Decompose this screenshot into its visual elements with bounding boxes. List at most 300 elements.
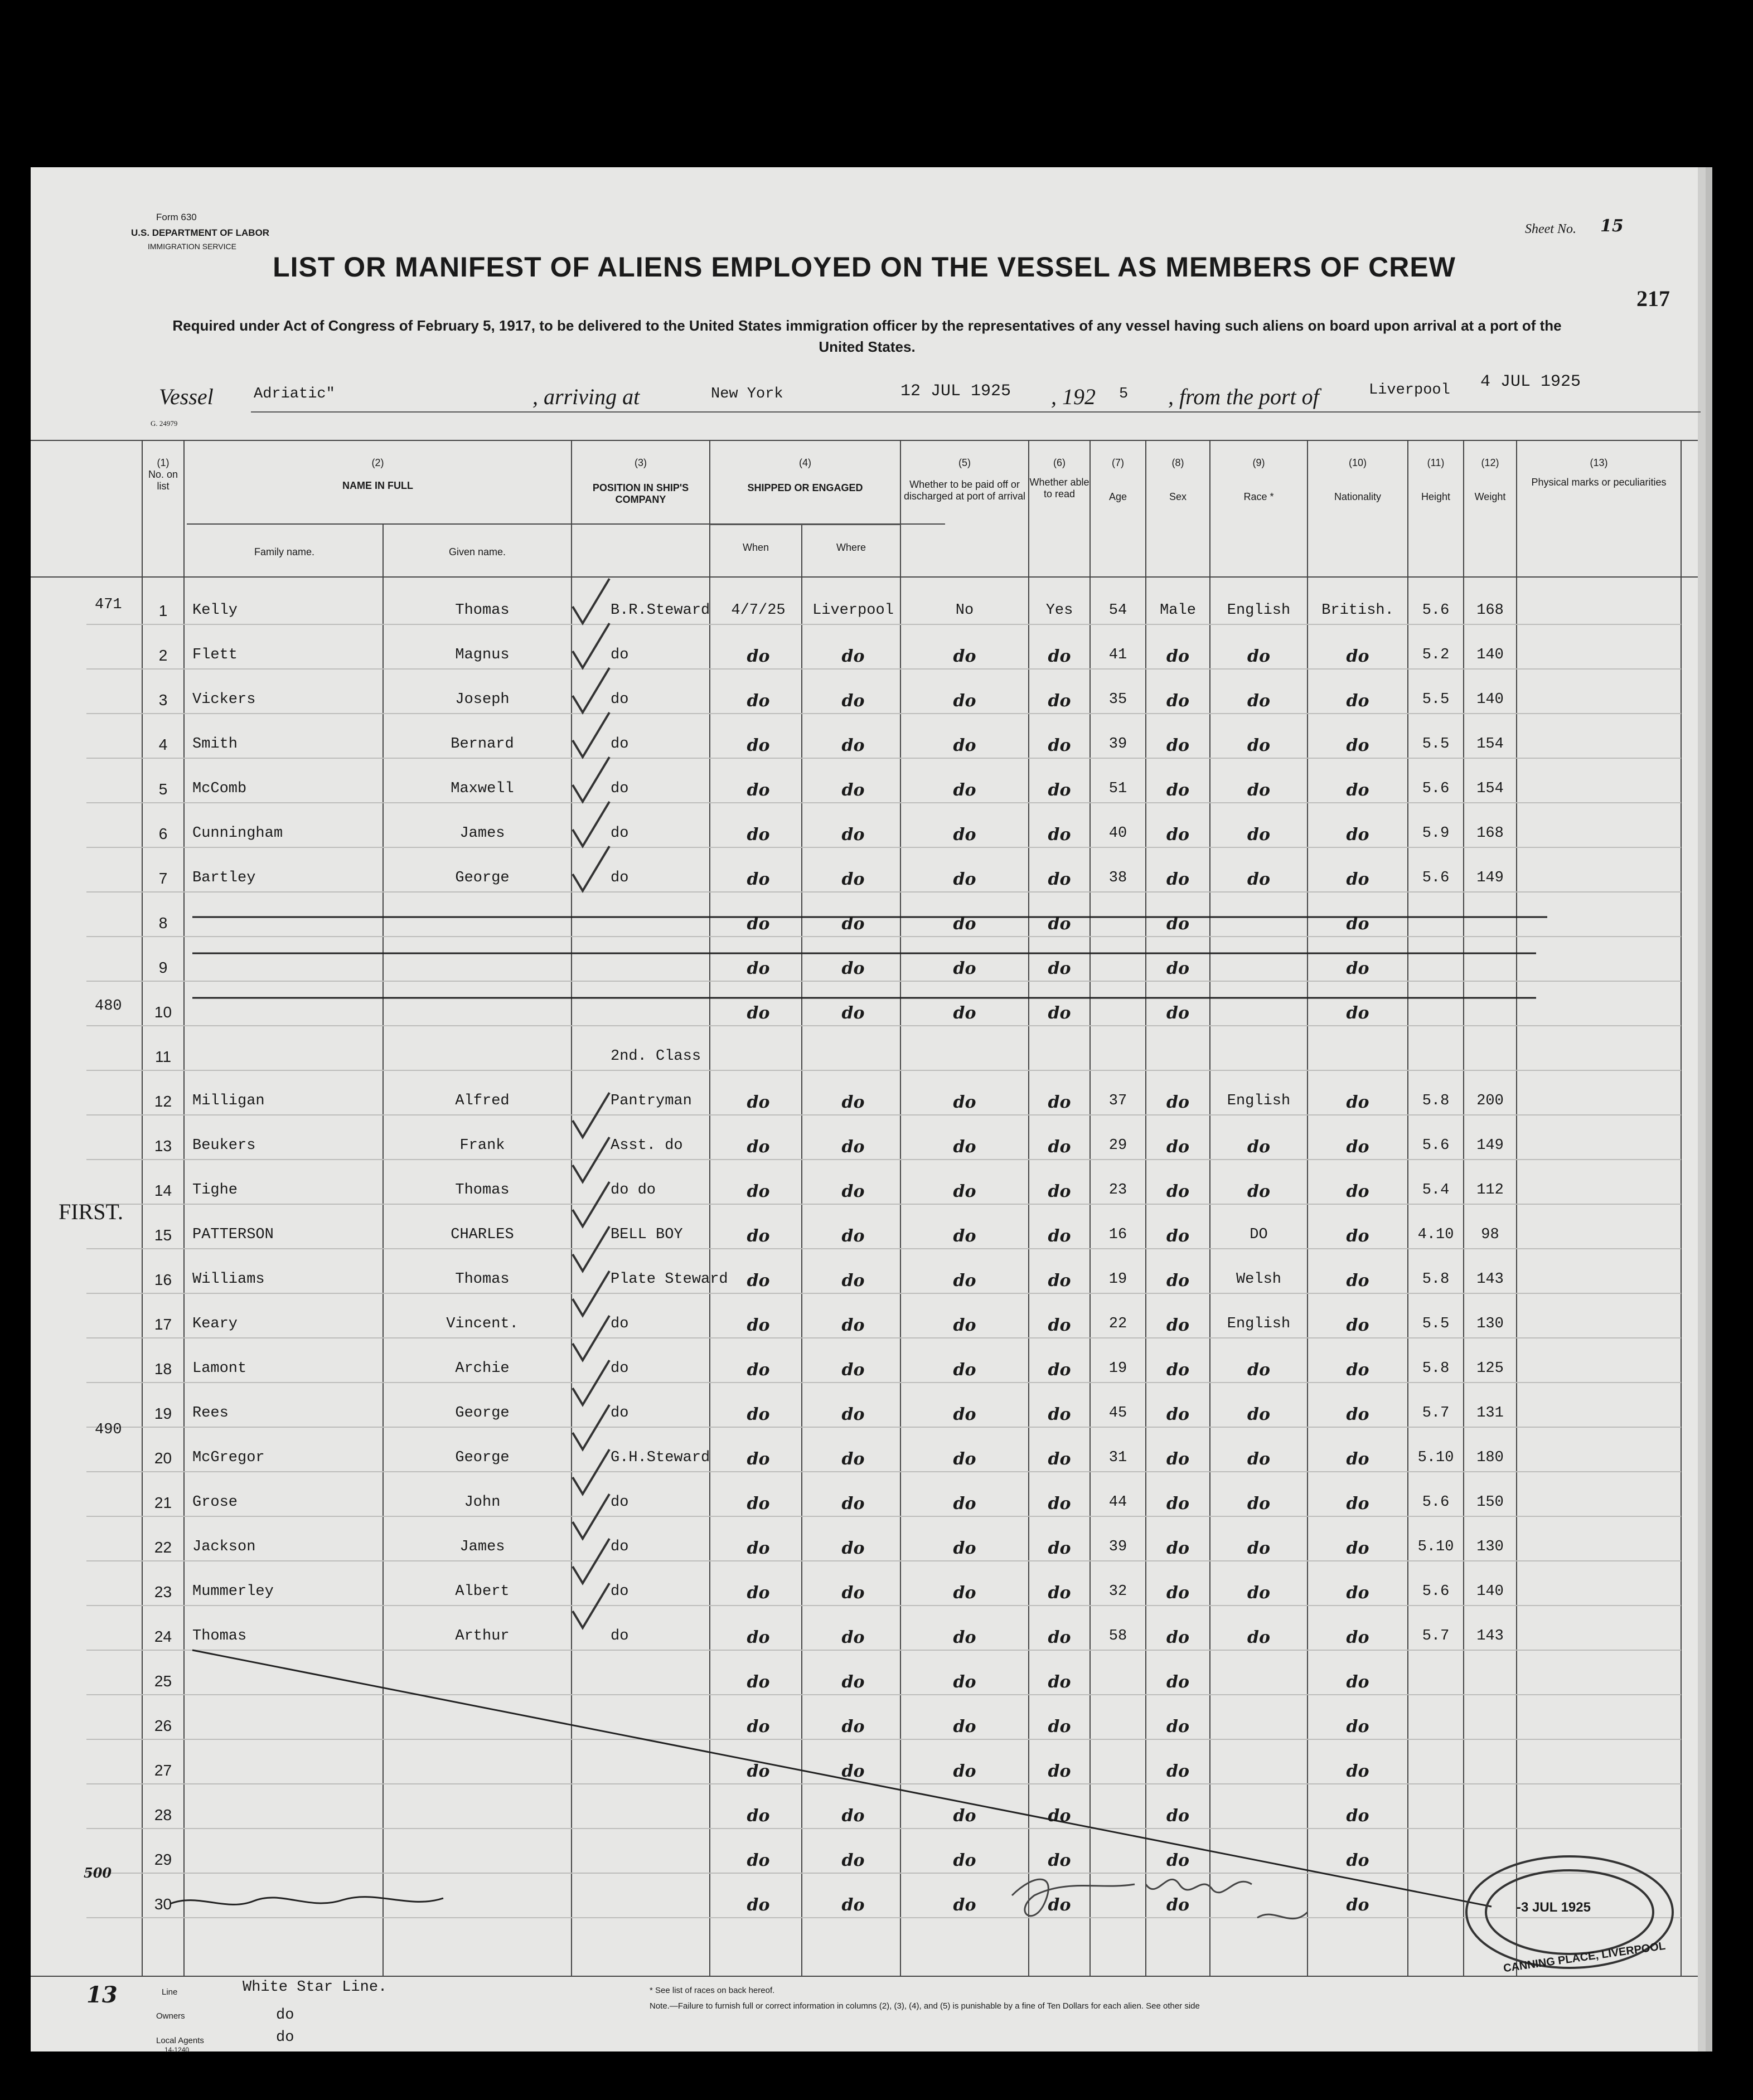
shipped-where: do xyxy=(841,959,865,978)
row-number: 23 xyxy=(154,1583,172,1601)
departure-date-stamp: 4 JUL 1925 xyxy=(1480,372,1581,391)
sex: do xyxy=(1166,1762,1189,1781)
shipped-when: do xyxy=(747,1895,770,1915)
height: 5.6 xyxy=(1422,1494,1450,1511)
line-value: White Star Line. xyxy=(243,1979,388,1996)
col1-header: (1) No. on list xyxy=(148,457,178,492)
departure-port: Liverpool xyxy=(1369,382,1450,399)
row-number: 2 xyxy=(158,647,168,664)
family-name: Jackson xyxy=(192,1539,256,1555)
sex: do xyxy=(1166,1226,1189,1246)
sex: do xyxy=(1166,914,1189,934)
shipped-where: do xyxy=(841,736,865,755)
nationality: do xyxy=(1346,870,1369,889)
race: do xyxy=(1247,647,1270,666)
line-label: Line xyxy=(162,1987,178,1997)
position: do xyxy=(611,736,629,753)
position: do xyxy=(611,1316,629,1332)
agents-label: Local Agents xyxy=(156,2036,204,2045)
col8-header: (8) Sex xyxy=(1169,457,1187,502)
height: 5.10 xyxy=(1417,1539,1454,1555)
able-to-read: do xyxy=(1048,1494,1071,1514)
race: do xyxy=(1247,825,1270,845)
race: do xyxy=(1247,736,1270,755)
col3-header: (3) POSITION IN SHIP'S COMPANY xyxy=(592,457,689,505)
nationality: do xyxy=(1346,1717,1369,1737)
family-name: PATTERSON xyxy=(192,1226,274,1243)
nationality: do xyxy=(1346,1851,1369,1870)
able-to-read: do xyxy=(1048,736,1071,755)
penalty-note: Note.—Failure to furnish full or correct information in columns (2), (3), (4), and (5) is punishable by a fine of Ten Dollars for each alien. See other side xyxy=(650,2001,1200,2011)
age: 58 xyxy=(1108,1628,1127,1645)
col10-header: (10) Nationality xyxy=(1334,457,1382,502)
family-name: Williams xyxy=(192,1271,265,1288)
row-number: 26 xyxy=(154,1717,172,1734)
able-to-read: do xyxy=(1048,1093,1071,1112)
height: 5.8 xyxy=(1422,1093,1450,1109)
nationality: do xyxy=(1346,1137,1369,1157)
agents-code: 14-1240 xyxy=(164,2046,190,2054)
race: Welsh xyxy=(1236,1271,1281,1288)
race: do xyxy=(1247,1449,1270,1469)
nationality: do xyxy=(1346,1895,1369,1915)
sex: do xyxy=(1166,1182,1189,1201)
shipped-where: do xyxy=(841,1316,865,1335)
position: do xyxy=(611,1360,629,1377)
row-number: 9 xyxy=(158,959,168,976)
able-to-read: do xyxy=(1048,780,1071,800)
able-to-read: Yes xyxy=(1045,602,1073,619)
sex: do xyxy=(1166,1628,1189,1647)
given-name: George xyxy=(455,870,510,886)
nationality: do xyxy=(1346,1226,1369,1246)
race: do xyxy=(1247,1628,1270,1647)
nationality: do xyxy=(1346,1360,1369,1380)
sex: do xyxy=(1166,1003,1189,1023)
sex: do xyxy=(1166,1583,1189,1603)
shipped-when: do xyxy=(747,1003,770,1023)
shipped-when: do xyxy=(747,1137,770,1157)
weight: 125 xyxy=(1476,1360,1504,1377)
sex: do xyxy=(1166,736,1189,755)
able-to-read: do xyxy=(1048,1583,1071,1603)
shipped-where: do xyxy=(841,1449,865,1469)
nationality: do xyxy=(1346,1449,1369,1469)
sex: do xyxy=(1166,1494,1189,1514)
shipped-where: do xyxy=(841,1360,865,1380)
height: 5.7 xyxy=(1422,1405,1450,1422)
paid-off: do xyxy=(953,1405,976,1424)
given-name-header: Given name. xyxy=(448,546,506,557)
height: 4.10 xyxy=(1417,1226,1454,1243)
able-to-read: do xyxy=(1048,691,1071,711)
paid-off: do xyxy=(953,1762,976,1781)
weight: 154 xyxy=(1476,780,1504,797)
row-number: 22 xyxy=(154,1539,172,1556)
height: 5.10 xyxy=(1417,1449,1454,1466)
race: do xyxy=(1247,1583,1270,1603)
family-name: Grose xyxy=(192,1494,238,1511)
weight: 150 xyxy=(1476,1494,1504,1511)
height: 5.6 xyxy=(1422,1583,1450,1600)
row-number: 20 xyxy=(154,1449,172,1467)
able-to-read: do xyxy=(1048,1762,1071,1781)
paid-off: do xyxy=(953,1316,976,1335)
nationality: do xyxy=(1346,1271,1369,1291)
paid-off: do xyxy=(953,825,976,845)
race: do xyxy=(1247,1182,1270,1201)
able-to-read: do xyxy=(1048,1539,1071,1558)
nationality: do xyxy=(1346,1494,1369,1514)
row-number: 7 xyxy=(158,870,168,887)
sex: do xyxy=(1166,1405,1189,1424)
weight: 149 xyxy=(1476,870,1504,886)
given-name: Albert xyxy=(455,1583,510,1600)
shipped-when: do xyxy=(747,1583,770,1603)
shipped-when: do xyxy=(747,1316,770,1335)
row-number: 14 xyxy=(154,1182,172,1199)
position: 2nd. Class xyxy=(611,1048,701,1065)
shipped-where: do xyxy=(841,1539,865,1558)
shipped-when: do xyxy=(747,1628,770,1647)
sex: Male xyxy=(1160,602,1196,619)
weight: 180 xyxy=(1476,1449,1504,1466)
shipped-when: do xyxy=(747,1851,770,1870)
weight: 130 xyxy=(1476,1316,1504,1332)
nationality: do xyxy=(1346,1316,1369,1335)
paid-off: do xyxy=(953,736,976,755)
year-label: , 192 xyxy=(1051,384,1096,409)
given-name: Thomas xyxy=(455,1182,510,1199)
col13-header: (13) Physical marks or peculiarities xyxy=(1531,457,1667,488)
col2-header: (2) NAME IN FULL xyxy=(342,457,413,491)
nationality: do xyxy=(1346,1003,1369,1023)
paid-off: do xyxy=(953,1494,976,1514)
position: do xyxy=(611,647,629,663)
row-number: 4 xyxy=(158,736,168,753)
paid-off: do xyxy=(953,1628,976,1647)
position: do xyxy=(611,1628,629,1645)
paid-off: do xyxy=(953,780,976,800)
race: do xyxy=(1247,1539,1270,1558)
height: 5.4 xyxy=(1422,1182,1450,1199)
position: Plate Steward xyxy=(611,1271,728,1288)
shipped-when: do xyxy=(747,1226,770,1246)
margin-note: 471 xyxy=(95,596,122,613)
shipped-when: do xyxy=(747,1672,770,1692)
family-name: Smith xyxy=(192,736,238,753)
shipped-where: do xyxy=(841,914,865,934)
shipped-when: do xyxy=(747,870,770,889)
family-name: Tighe xyxy=(192,1182,238,1199)
age: 19 xyxy=(1108,1360,1127,1377)
race: do xyxy=(1247,1360,1270,1380)
age: 16 xyxy=(1108,1226,1127,1243)
weight: 140 xyxy=(1476,691,1504,708)
age: 38 xyxy=(1108,870,1127,886)
shipped-where: do xyxy=(841,1405,865,1424)
weight: 149 xyxy=(1476,1137,1504,1154)
weight: 131 xyxy=(1476,1405,1504,1422)
where-header: Where xyxy=(836,542,866,553)
age: 51 xyxy=(1108,780,1127,797)
paid-off: do xyxy=(953,1137,976,1157)
shipped-when: do xyxy=(747,1717,770,1737)
able-to-read: do xyxy=(1048,1449,1071,1469)
position: do xyxy=(611,1539,629,1555)
height: 5.5 xyxy=(1422,691,1450,708)
shipped-when: do xyxy=(747,1449,770,1469)
given-name: Magnus xyxy=(455,647,510,663)
weight: 98 xyxy=(1481,1226,1499,1243)
age: 39 xyxy=(1108,1539,1127,1555)
margin-mark: 13 xyxy=(86,1982,118,2008)
sex: do xyxy=(1166,1717,1189,1737)
age: 54 xyxy=(1108,602,1127,619)
position: Pantryman xyxy=(611,1093,692,1109)
given-name: Arthur xyxy=(455,1628,510,1645)
given-name: George xyxy=(455,1405,510,1422)
sex: do xyxy=(1166,1895,1189,1915)
shipped-where: do xyxy=(841,1583,865,1603)
shipped-where: do xyxy=(841,647,865,666)
shipped-where: do xyxy=(841,1093,865,1112)
paid-off: do xyxy=(953,691,976,711)
paid-off: do xyxy=(953,1271,976,1291)
position: do xyxy=(611,1494,629,1511)
row-number: 15 xyxy=(154,1226,172,1244)
row-number: 13 xyxy=(154,1137,172,1155)
shipped-when: 4/7/25 xyxy=(731,602,786,619)
sheet-label: Sheet No. xyxy=(1525,222,1576,236)
shipped-where: do xyxy=(841,1271,865,1291)
age: 19 xyxy=(1108,1271,1127,1288)
agents-value: do xyxy=(276,2029,294,2046)
col9-header: (9) Race * xyxy=(1243,457,1274,502)
col11-header: (11) Height xyxy=(1421,457,1451,502)
paid-off: do xyxy=(953,1672,976,1692)
stamp-date: -3 JUL 1925 xyxy=(1517,1900,1591,1915)
family-name: Rees xyxy=(192,1405,229,1422)
given-name: Alfred xyxy=(455,1093,510,1109)
height: 5.6 xyxy=(1422,602,1450,619)
row-number: 12 xyxy=(154,1093,172,1110)
department-name: U.S. DEPARTMENT OF LABOR xyxy=(131,227,270,238)
col6-header: (6) Whether able to read xyxy=(1029,457,1089,499)
weight: 143 xyxy=(1476,1271,1504,1288)
paid-off: do xyxy=(953,1226,976,1246)
nationality: do xyxy=(1346,914,1369,934)
shipped-when: do xyxy=(747,1182,770,1201)
nationality: do xyxy=(1346,1093,1369,1112)
family-name: McComb xyxy=(192,780,247,797)
able-to-read: do xyxy=(1048,1628,1071,1647)
shipped-where: do xyxy=(841,780,865,800)
row-number: 30 xyxy=(154,1895,172,1913)
shipped-when: do xyxy=(747,780,770,800)
able-to-read: do xyxy=(1048,647,1071,666)
manifest-sheet xyxy=(31,167,1698,2054)
able-to-read: do xyxy=(1048,1717,1071,1737)
able-to-read: do xyxy=(1048,1226,1071,1246)
shipped-when: do xyxy=(747,1405,770,1424)
paid-off: do xyxy=(953,1449,976,1469)
nationality: do xyxy=(1346,691,1369,711)
sheet-number: 15 xyxy=(1600,216,1624,236)
able-to-read: do xyxy=(1048,1360,1071,1380)
sex: do xyxy=(1166,1539,1189,1558)
row-number: 19 xyxy=(154,1405,172,1422)
margin-note: 480 xyxy=(95,998,122,1015)
sex: do xyxy=(1166,647,1189,666)
race: do xyxy=(1247,870,1270,889)
able-to-read: do xyxy=(1048,1003,1071,1023)
given-name: Frank xyxy=(459,1137,505,1154)
shipped-when: do xyxy=(747,914,770,934)
position: BELL BOY xyxy=(611,1226,683,1243)
family-name: Lamont xyxy=(192,1360,247,1377)
nationality: do xyxy=(1346,1182,1369,1201)
row-number: 16 xyxy=(154,1271,172,1288)
nationality: do xyxy=(1346,1672,1369,1692)
able-to-read: do xyxy=(1048,825,1071,845)
sex: do xyxy=(1166,1093,1189,1112)
height: 5.5 xyxy=(1422,736,1450,753)
shipped-where: do xyxy=(841,691,865,711)
given-name: Vincent. xyxy=(446,1316,519,1332)
margin-note: 490 xyxy=(95,1422,122,1438)
family-name: Kelly xyxy=(192,602,238,619)
row-number: 17 xyxy=(154,1316,172,1333)
row-number: 21 xyxy=(154,1494,172,1511)
race: do xyxy=(1247,780,1270,800)
nationality: do xyxy=(1346,647,1369,666)
col7-header: (7) Age xyxy=(1108,457,1127,502)
able-to-read: do xyxy=(1048,914,1071,934)
weight: 112 xyxy=(1476,1182,1504,1199)
paid-off: No xyxy=(955,602,974,619)
shipped-where: do xyxy=(841,1717,865,1737)
age: 32 xyxy=(1108,1583,1127,1600)
height: 5.8 xyxy=(1422,1360,1450,1377)
position: do xyxy=(611,825,629,842)
able-to-read: do xyxy=(1048,870,1071,889)
col4-header: (4) SHIPPED OR ENGAGED xyxy=(747,457,863,493)
from-port-label: , from the port of xyxy=(1168,384,1319,409)
paid-off: do xyxy=(953,1895,976,1915)
when-header: When xyxy=(742,542,769,553)
manifest-title: LIST OR MANIFEST OF ALIENS EMPLOYED ON THE VESSEL AS MEMBERS OF CREW xyxy=(273,251,1456,283)
position: do xyxy=(611,691,629,708)
sex: do xyxy=(1166,1851,1189,1870)
race: English xyxy=(1227,1316,1291,1332)
race: do xyxy=(1247,1137,1270,1157)
race: do xyxy=(1247,1494,1270,1514)
nationality: do xyxy=(1346,1806,1369,1826)
nationality: do xyxy=(1346,1628,1369,1647)
family-name: Bartley xyxy=(192,870,256,886)
position: do do xyxy=(611,1182,656,1199)
shipped-where: do xyxy=(841,1226,865,1246)
sex: do xyxy=(1166,780,1189,800)
age: 31 xyxy=(1108,1449,1127,1466)
position: Asst. do xyxy=(611,1137,683,1154)
paid-off: do xyxy=(953,870,976,889)
print-code: G. 24979 xyxy=(151,419,178,428)
sex: do xyxy=(1166,959,1189,978)
sex: do xyxy=(1166,825,1189,845)
shipped-when: do xyxy=(747,647,770,666)
paid-off: do xyxy=(953,1851,976,1870)
height: 5.2 xyxy=(1422,647,1450,663)
row-number: 1 xyxy=(158,602,168,619)
paid-off: do xyxy=(953,1003,976,1023)
arriving-label: , arriving at xyxy=(532,384,640,409)
able-to-read: do xyxy=(1048,959,1071,978)
shipped-when: do xyxy=(747,1271,770,1291)
height: 5.7 xyxy=(1422,1628,1450,1645)
shipped-where: do xyxy=(841,1806,865,1826)
shipped-when: do xyxy=(747,691,770,711)
race: do xyxy=(1247,1405,1270,1424)
owners-value: do xyxy=(276,2007,294,2024)
given-name: Joseph xyxy=(455,691,510,708)
shipped-when: do xyxy=(747,1539,770,1558)
sex: do xyxy=(1166,1316,1189,1335)
shipped-when: do xyxy=(747,1762,770,1781)
race: do xyxy=(1247,691,1270,711)
position: G.H.Steward xyxy=(611,1449,710,1466)
family-name: Vickers xyxy=(192,691,256,708)
height: 5.6 xyxy=(1422,780,1450,797)
age: 22 xyxy=(1108,1316,1127,1332)
given-name: George xyxy=(455,1449,510,1466)
age: 41 xyxy=(1108,647,1127,663)
shipped-where: do xyxy=(841,1494,865,1514)
height: 5.9 xyxy=(1422,825,1450,842)
given-name: Bernard xyxy=(451,736,514,753)
position: B.R.Steward xyxy=(611,602,710,619)
manifest-subtitle: Required under Act of Congress of February 5, 1917, to be delivered to the United States immigration officer by the representatives of any vessel having such aliens on board upon arrival at a port of the United States. xyxy=(172,317,1562,355)
able-to-read: do xyxy=(1048,1137,1071,1157)
row-number: 5 xyxy=(158,780,168,798)
age: 23 xyxy=(1108,1182,1127,1199)
year-suffix: 5 xyxy=(1119,386,1129,402)
able-to-read: do xyxy=(1048,1316,1071,1335)
paid-off: do xyxy=(953,1583,976,1603)
shipped-when: do xyxy=(747,1360,770,1380)
age: 39 xyxy=(1108,736,1127,753)
paid-off: do xyxy=(953,1182,976,1201)
row-number: 28 xyxy=(154,1806,172,1823)
shipped-when: do xyxy=(747,1494,770,1514)
position: do xyxy=(611,1405,629,1422)
shipped-where: do xyxy=(841,870,865,889)
row-number: 18 xyxy=(154,1360,172,1378)
given-name: CHARLES xyxy=(451,1226,514,1243)
able-to-read: do xyxy=(1048,1405,1071,1424)
shipped-when: do xyxy=(747,736,770,755)
sex: do xyxy=(1166,1672,1189,1692)
age: 37 xyxy=(1108,1093,1127,1109)
arrival-port: New York xyxy=(711,386,783,402)
age: 40 xyxy=(1108,825,1127,842)
row-number: 6 xyxy=(158,825,168,842)
sex: do xyxy=(1166,691,1189,711)
age: 35 xyxy=(1108,691,1127,708)
shipped-when: do xyxy=(747,825,770,845)
nationality: do xyxy=(1346,1405,1369,1424)
